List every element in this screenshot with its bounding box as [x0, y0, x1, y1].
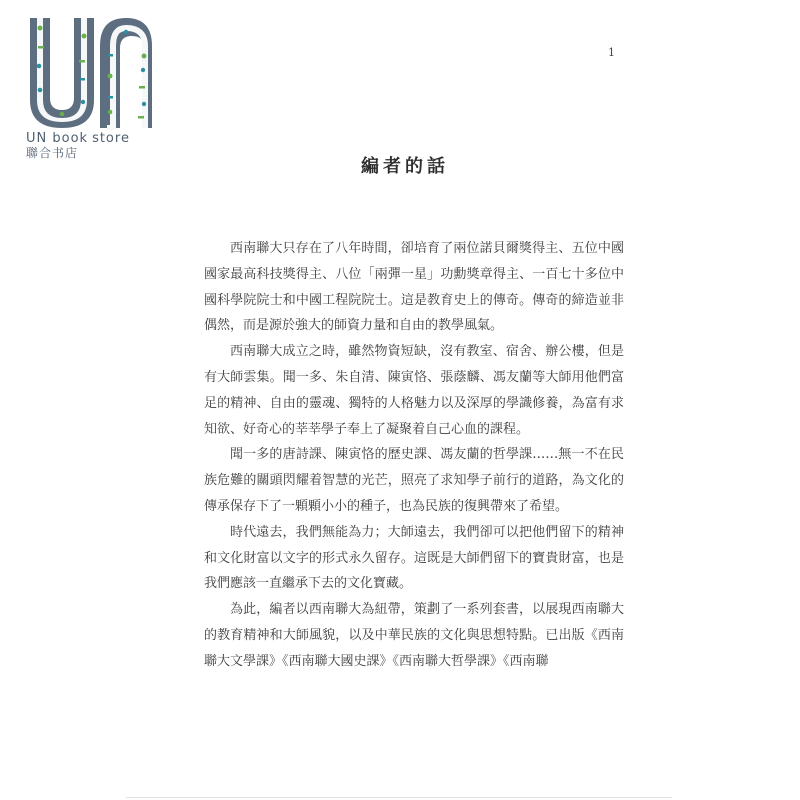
paragraph: 西南聯大成立之時，雖然物資短缺，沒有教室、宿舍、辦公樓，但是有大師雲集。聞一多、朱自清、陳寅恪、張蔭麟、馮友蘭等大師用他們富足的精神、自由的靈魂、獨特的人格魅力以及深厚的學識修養，為富有求知欲、好奇心的莘莘學子奉上了凝聚着自己心血的課程。 [204, 344, 624, 437]
page-divider [126, 797, 672, 798]
paragraph: 西南聯大只存在了八年時間，卻培育了兩位諾貝爾獎得主、五位中國國家最高科技獎得主、八位「兩彈一星」功勳獎章得主、一百七十多位中國科學院院士和中國工程院院士。這是教育史上的傳奇。傳奇的締造並非偶然，而是源於強大的師資力量和自由的教學風氣。 [204, 241, 624, 334]
body-text [204, 236, 624, 675]
logo-brand-store: store [92, 131, 130, 146]
un-logo-mark-icon [26, 16, 154, 130]
paragraph: 為此，編者以西南聯大為紐帶，策劃了一系列套書，以展現西南聯大的教育精神和大師風貌，以及中華民族的文化與思想特點。已出版《西南聯大文學課》《西南聯大國史課》《西南聯大哲學課》《西南聯 [204, 602, 624, 669]
paragraph: 時代遠去，我們無能為力；大師遠去，我們卻可以把他們留下的精神和文化財富以文字的形式永久留存。這既是大師們留下的寶貴財富，也是我們應該一直繼承下去的文化寶藏。 [204, 524, 624, 592]
bookstore-logo [26, 16, 154, 166]
logo-brand-text [26, 132, 154, 146]
paragraph: 聞一多的唐詩課、陳寅恪的歷史課、馮友蘭的哲學課……無一不在民族危難的關頭閃耀着智慧的光芒，照亮了求知學子前行的道路，為文化的傳承保存下了一顆顆小小的種子，也為民族的復興帶來了希望。 [204, 447, 624, 514]
page-title: 編者的話 [361, 156, 449, 177]
logo-brand-chinese: 聯合书店 [26, 146, 79, 160]
page-number: 1 [608, 46, 615, 59]
logo-brand-un-book: UN book [26, 131, 89, 146]
